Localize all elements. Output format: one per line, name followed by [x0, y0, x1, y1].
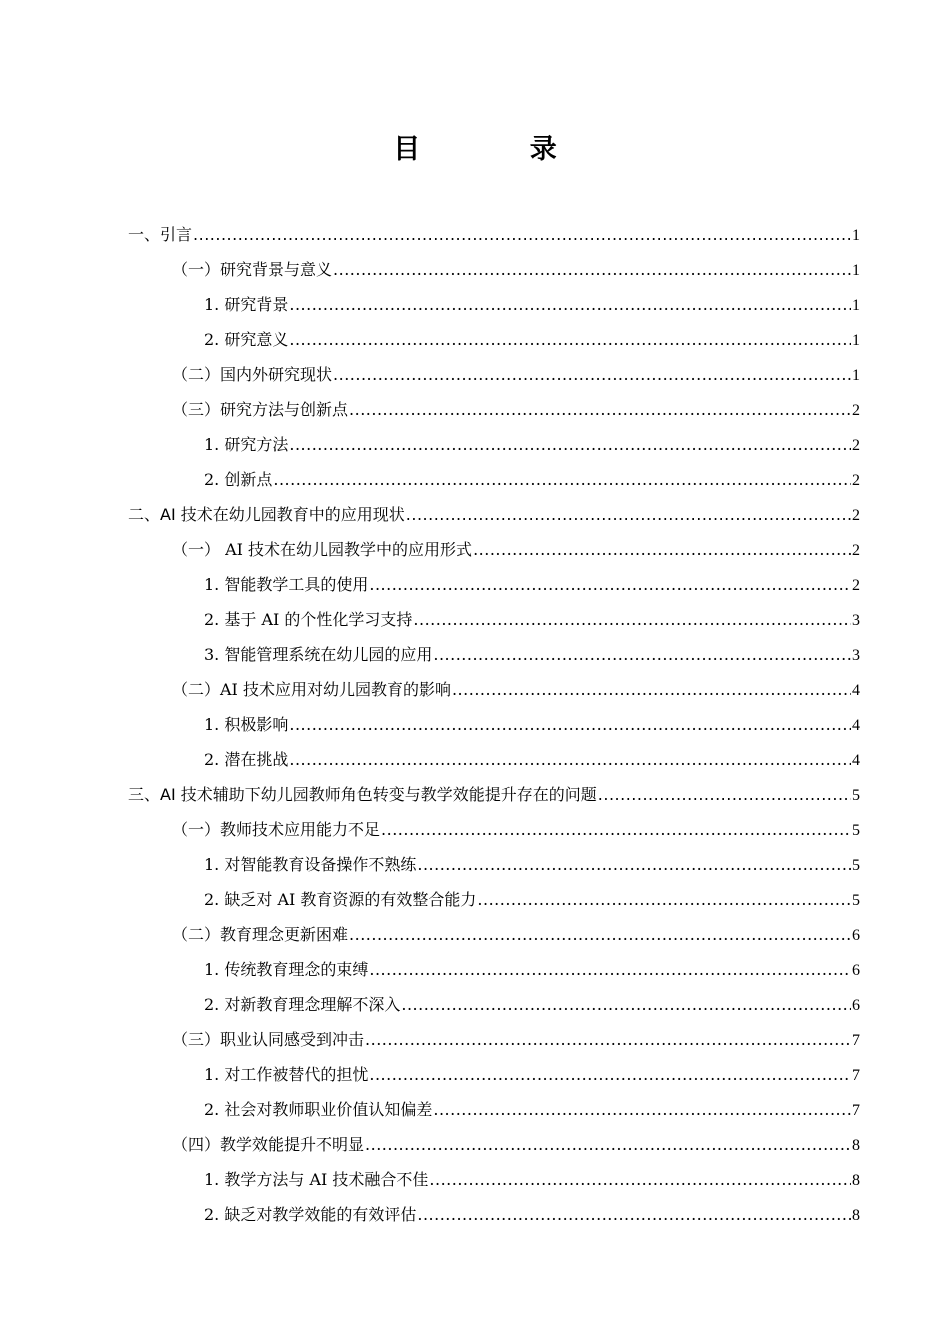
toc-page-number: 1	[852, 227, 860, 244]
toc-dot-leader	[433, 1092, 851, 1127]
toc-entry[interactable]	[128, 1057, 860, 1092]
toc-dot-leader	[417, 847, 851, 882]
toc-entry[interactable]	[128, 217, 860, 252]
toc-dot-leader	[406, 497, 851, 532]
toc-entry[interactable]	[128, 1162, 860, 1197]
toc-entry[interactable]	[128, 1127, 860, 1162]
toc-entry-text: 2. 缺乏对 AI 教育资源的有效整合能力	[204, 890, 477, 909]
toc-dot-leader	[289, 322, 851, 357]
toc-dot-leader	[417, 1197, 851, 1232]
toc-entry-text: 1. 智能教学工具的使用	[204, 575, 369, 594]
toc-entry[interactable]	[128, 392, 860, 427]
toc-page-number: 8	[852, 1207, 860, 1224]
toc-entry[interactable]	[128, 672, 860, 707]
toc-page-number: 6	[852, 962, 860, 979]
toc-entry-text: 1. 教学方法与 AI 技术融合不佳	[204, 1170, 429, 1189]
toc-entry[interactable]	[128, 882, 860, 917]
toc-entry[interactable]	[128, 917, 860, 952]
toc-page-number: 5	[852, 857, 860, 874]
toc-entry[interactable]	[128, 497, 860, 532]
toc-entry-text: 一、引言	[128, 225, 193, 244]
toc-page-number: 6	[852, 927, 860, 944]
toc-page-number: 1	[852, 367, 860, 384]
toc-title: 目 录	[393, 134, 607, 165]
toc-entry[interactable]	[128, 952, 860, 987]
toc-page-number: 8	[852, 1137, 860, 1154]
toc-dot-leader	[369, 1057, 851, 1092]
toc-dot-leader	[289, 707, 851, 742]
toc-page-number: 7	[852, 1032, 860, 1049]
toc-entry-text: （一）研究背景与意义	[172, 260, 333, 279]
toc-entry[interactable]	[128, 1022, 860, 1057]
toc-dot-leader	[598, 777, 851, 812]
toc-entry[interactable]	[128, 847, 860, 882]
toc-entry-text: 2. 创新点	[204, 470, 273, 489]
toc-dot-leader	[365, 1127, 851, 1162]
toc-dot-leader	[193, 217, 851, 252]
toc-dot-leader	[349, 917, 851, 952]
toc-entry-text: 2. 对新教育理念理解不深入	[204, 995, 401, 1014]
toc-page-number: 1	[852, 332, 860, 349]
toc-page-number: 4	[852, 682, 860, 699]
toc-entry-text: 1. 研究方法	[204, 435, 289, 454]
toc-entry-text: （三）职业认同感受到冲击	[172, 1030, 365, 1049]
toc-page-number: 2	[852, 577, 860, 594]
toc-entry[interactable]	[128, 1197, 860, 1232]
toc-entry[interactable]	[128, 602, 860, 637]
toc-page-number: 5	[852, 787, 860, 804]
toc-entry-text: 二、AI 技术在幼儿园教育中的应用现状	[128, 505, 405, 524]
toc-entry-text: （四）教学效能提升不明显	[172, 1135, 365, 1154]
toc-entry[interactable]	[128, 637, 860, 672]
toc-entry-text: （一）教师技术应用能力不足	[172, 820, 381, 839]
toc-dot-leader	[289, 427, 851, 462]
toc-entry-text: （二）教育理念更新困难	[172, 925, 349, 944]
toc-dot-leader	[473, 532, 851, 567]
toc-page-number: 5	[852, 892, 860, 909]
toc-page-number: 4	[852, 717, 860, 734]
toc-dot-leader	[349, 392, 851, 427]
toc-dot-leader	[333, 357, 851, 392]
toc-entry[interactable]	[128, 812, 860, 847]
toc-entry-text: （三）研究方法与创新点	[172, 400, 349, 419]
toc-page-number: 2	[852, 437, 860, 454]
toc-entry-text: 1. 积极影响	[204, 715, 289, 734]
toc-entry-text: （一） AI 技术在幼儿园教学中的应用形式	[172, 540, 473, 559]
toc-entry[interactable]	[128, 777, 860, 812]
toc-entry[interactable]	[128, 1092, 860, 1127]
toc-entry-text: 2. 社会对教师职业价值认知偏差	[204, 1100, 433, 1119]
toc-dot-leader	[413, 602, 851, 637]
toc-entry[interactable]	[128, 357, 860, 392]
toc-dot-leader	[452, 672, 851, 707]
toc-dot-leader	[289, 287, 851, 322]
toc-entry-text: 三、AI 技术辅助下幼儿园教师角色转变与教学效能提升存在的问题	[128, 785, 597, 804]
toc-page-number: 2	[852, 472, 860, 489]
toc-entry-text: 1. 对工作被替代的担忧	[204, 1065, 369, 1084]
toc-entry[interactable]	[128, 462, 860, 497]
toc-page-number: 4	[852, 752, 860, 769]
toc-entry-text: 2. 基于 AI 的个性化学习支持	[204, 610, 413, 629]
toc-page-number: 2	[852, 507, 860, 524]
toc-entry[interactable]	[128, 322, 860, 357]
toc-entry-text: 1. 对智能教育设备操作不熟练	[204, 855, 417, 874]
toc-page-number: 8	[852, 1172, 860, 1189]
toc-entry[interactable]	[128, 287, 860, 322]
toc-entry-text: （二）AI 技术应用对幼儿园教育的影响	[172, 680, 451, 699]
toc-page-number: 2	[852, 542, 860, 559]
toc-page-number: 3	[852, 647, 860, 664]
toc-page-number: 3	[852, 612, 860, 629]
toc-dot-leader	[273, 462, 851, 497]
toc-page-number: 5	[852, 822, 860, 839]
toc-dot-leader	[477, 882, 851, 917]
toc-dot-leader	[369, 952, 851, 987]
toc-entry[interactable]	[128, 252, 860, 287]
toc-dot-leader	[333, 252, 851, 287]
toc-entry-text: 2. 缺乏对教学效能的有效评估	[204, 1205, 417, 1224]
toc-page-number: 6	[852, 997, 860, 1014]
toc-dot-leader	[433, 637, 851, 672]
toc-dot-leader	[401, 987, 851, 1022]
toc-entry-text: 2. 潜在挑战	[204, 750, 289, 769]
toc-page-number: 7	[852, 1102, 860, 1119]
toc-entry[interactable]	[128, 427, 860, 462]
toc-entry[interactable]	[128, 707, 860, 742]
toc-dot-leader	[369, 567, 851, 602]
toc-dot-leader	[429, 1162, 851, 1197]
toc-dot-leader	[381, 812, 851, 847]
toc-entry-text: 2. 研究意义	[204, 330, 289, 349]
toc-entry[interactable]	[128, 987, 860, 1022]
toc-dot-leader	[289, 742, 851, 777]
toc-entry[interactable]	[128, 567, 860, 602]
toc-list	[128, 217, 860, 1232]
toc-entry-text: 1. 传统教育理念的束缚	[204, 960, 369, 979]
toc-page-number: 2	[852, 402, 860, 419]
toc-entry-text: 3. 智能管理系统在幼儿园的应用	[204, 645, 433, 664]
toc-page-number: 7	[852, 1067, 860, 1084]
toc-page-number: 1	[852, 297, 860, 314]
toc-entry[interactable]	[128, 532, 860, 567]
toc-entry[interactable]	[128, 742, 860, 777]
toc-page-number: 1	[852, 262, 860, 279]
toc-dot-leader	[365, 1022, 851, 1057]
toc-entry-text: 1. 研究背景	[204, 295, 289, 314]
toc-entry-text: （二）国内外研究现状	[172, 365, 333, 384]
